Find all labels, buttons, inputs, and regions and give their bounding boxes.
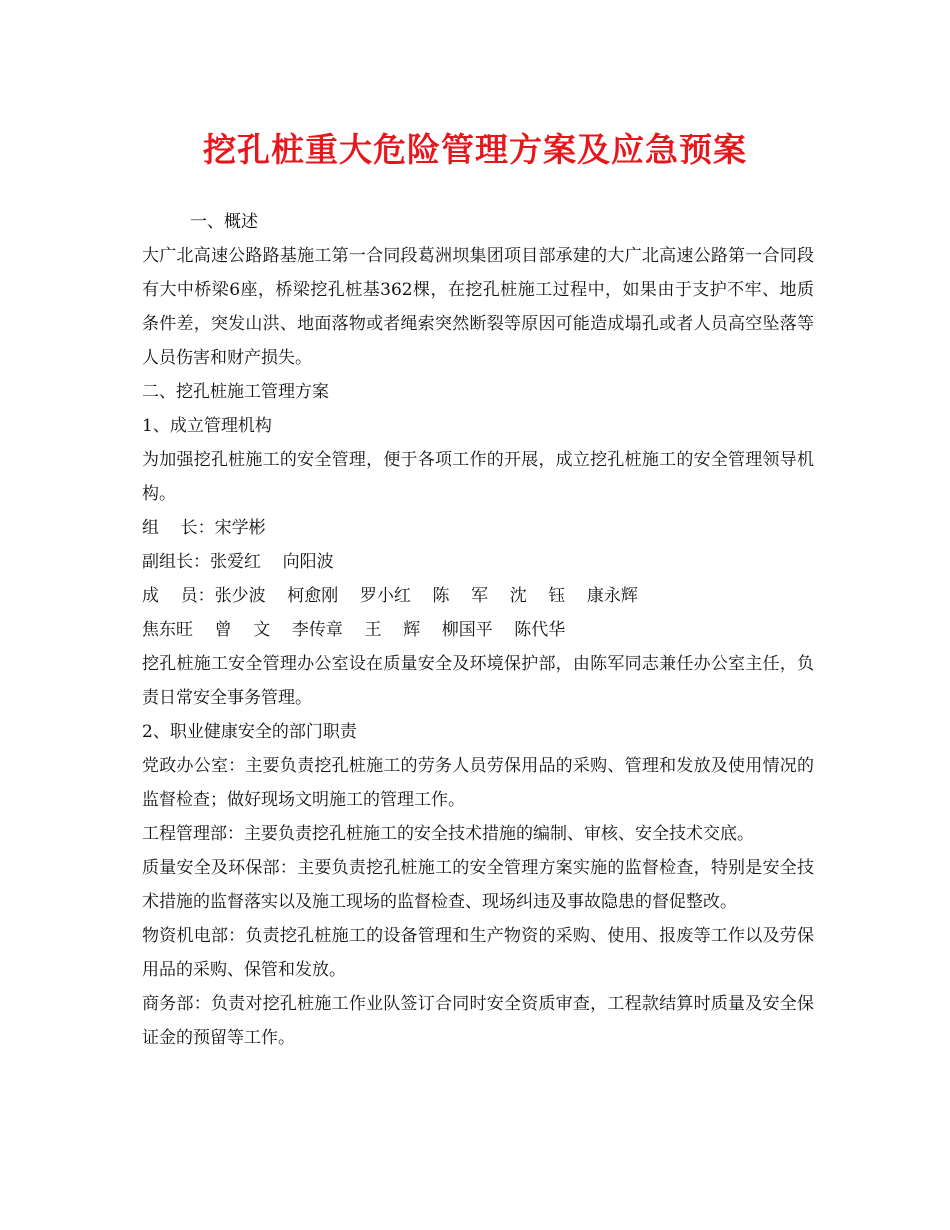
paragraph-materials-dept: 物资机电部：负责挖孔桩施工的设备管理和生产物资的采购、使用、报废等工作以及劳保用品的采购、保管和发放。	[142, 926, 814, 980]
section-heading-management-plan: 二、挖孔桩施工管理方案	[142, 382, 329, 402]
deputy-leader-line: 副组长：张爱红 向阳波	[142, 552, 334, 572]
section-heading-overview: 一、概述	[190, 212, 258, 232]
paragraph-quality-safety-dept: 质量安全及环保部：主要负责挖孔桩施工的安全管理方案实施的监督检查，特别是安全技术措施的监督落实以及施工现场的监督检查、现场纠违及事故隐患的督促整改。	[142, 858, 814, 912]
subsection-heading-duties: 2、职业健康安全的部门职责	[142, 722, 357, 742]
document-body	[142, 205, 814, 1055]
subsection-heading-organization: 1、成立管理机构	[142, 416, 272, 436]
team-leader-line: 组 长：宋学彬	[142, 518, 266, 538]
document-title: 挖孔桩重大危险管理方案及应急预案	[203, 130, 747, 169]
paragraph-organization: 为加强挖孔桩施工的安全管理，便于各项工作的开展，成立挖孔桩施工的安全管理领导机构。	[142, 450, 814, 504]
paragraph-office: 挖孔桩施工安全管理办公室设在质量安全及环境保护部，由陈军同志兼任办公室主任，负责日常安全事务管理。	[142, 654, 814, 708]
members-line-1: 成 员：张少波 柯愈刚 罗小红 陈 军 沈 钰 康永辉	[142, 586, 638, 606]
members-line-2: 焦东旺 曾 文 李传章 王 辉 柳国平 陈代华	[142, 620, 566, 640]
paragraph-business-dept: 商务部：负责对挖孔桩施工作业队签订合同时安全资质审查，工程款结算时质量及安全保证金的预留等工作。	[142, 994, 814, 1048]
paragraph-overview: 大广北高速公路路基施工第一合同段葛洲坝集团项目部承建的大广北高速公路第一合同段有大中桥梁6座，桥梁挖孔桩基362棵，在挖孔桩施工过程中，如果由于支护不牢、地质条件差，突发山洪、地面落物或者绳索突然断裂等原因可能造成塌孔或者人员高空坠落等人员伤害和财产损失。	[142, 246, 814, 368]
paragraph-party-office: 党政办公室：主要负责挖孔桩施工的劳务人员劳保用品的采购、管理和发放及使用情况的监督检查；做好现场文明施工的管理工作。	[142, 756, 814, 810]
paragraph-engineering-dept: 工程管理部：主要负责挖孔桩施工的安全技术措施的编制、审核、安全技术交底。	[142, 824, 754, 844]
